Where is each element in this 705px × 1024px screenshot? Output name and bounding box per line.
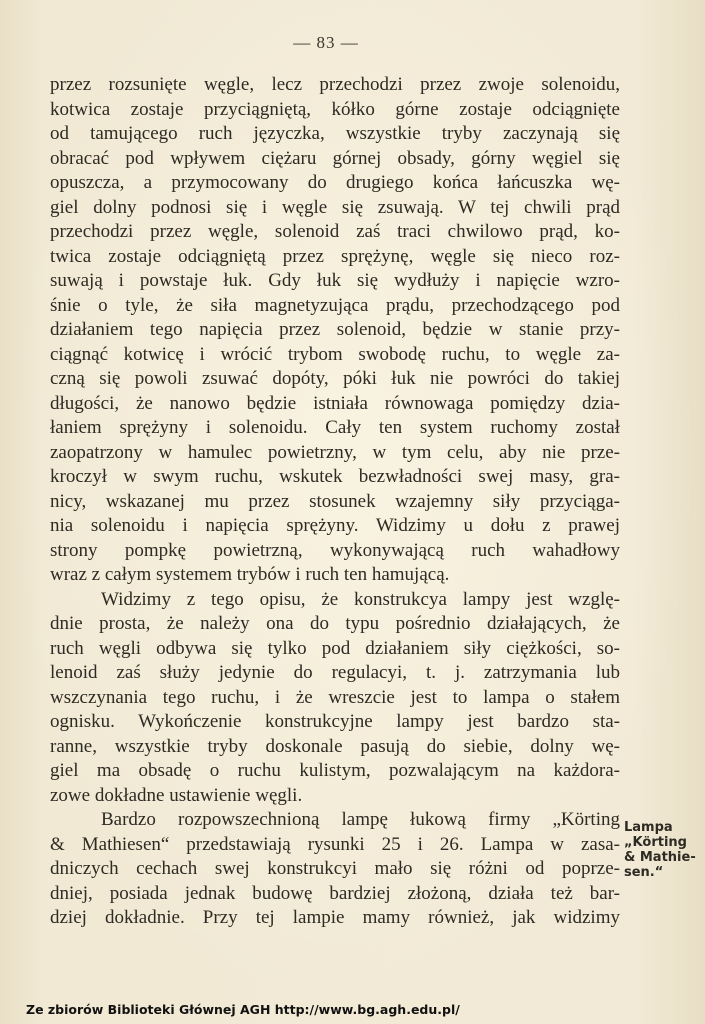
text-line: ognisku. Wykończenie konstrukcyjne lampy jest bardzo sta-: [50, 711, 620, 732]
text-line: łaniem sprężyny i solenoidu. Cały ten system ruchomy został: [50, 417, 620, 438]
library-footer: Ze zbiorów Biblioteki Głównej AGH http://www.bg.agh.edu.pl/: [26, 1002, 460, 1017]
marginal-note: [624, 820, 696, 880]
text-line: strony pompkę powietrzną, wykonywającą ruch wahadłowy: [50, 539, 620, 561]
text-line: ruch węgli odbywa się tylko pod działaniem siły ciężkości, so-: [50, 637, 620, 659]
text-line: kroczył w swym ruchu, wskutek bezwładności swej masy, gra-: [50, 466, 620, 487]
marginal-note-line: sen.“: [624, 865, 664, 880]
text-line: przechodzi przez węgle, solenoid zaś traci chwilowo prąd, ko-: [50, 221, 620, 242]
marginal-note-line: „Körting: [624, 835, 687, 850]
text-line: nicy, wskazanej mu przez stosunek wzajemny siły przyciąga-: [50, 490, 620, 512]
marginal-note-line: & Mathie-: [624, 850, 696, 865]
text-line: działaniem tego napięcia przez solenoid, będzie w stanie przy-: [50, 319, 620, 340]
text-line: czną się powoli zsuwać dopóty, póki łuk nie powróci do takiej: [50, 368, 620, 389]
text-line: długości, że nanowo będzie istniała równowaga pomiędzy dzia-: [50, 392, 620, 414]
text-line: dziej dokładnie. Przy tej lampie mamy również, jak widzimy: [50, 907, 620, 928]
text-line: giel ma obsadę o ruchu kulistym, pozwalającym na każdora-: [50, 760, 620, 781]
text-line: lenoid zaś służy jedynie do regulacyi, t. j. zatrzymania lub: [50, 662, 620, 683]
text-line: obracać pod wpływem ciężaru górnej obsady, górny węgiel się: [50, 147, 620, 169]
text-line: Widzimy z tego opisu, że konstrukcya lampy jest wzglę-: [101, 588, 620, 610]
text-line: Bardzo rozpowszechnioną lampę łukową firmy „Körting: [101, 809, 620, 830]
text-line: wszczynania tego ruchu, i że wreszcie jest to lampa o stałem: [50, 686, 620, 708]
text-line: giel dolny podnosi się i węgle się zsuwają. W tej chwili prąd: [50, 196, 620, 218]
text-line: & Mathiesen“ przedstawiają rysunki 25 i 26. Lampa w zasa-: [50, 833, 620, 855]
page-number: — 83 —: [293, 33, 359, 52]
text-line: nia solenoidu i napięcia sprężyny. Widzimy u dołu z prawej: [50, 515, 620, 536]
text-line: ciągnąć kotwicę i wrócić trybom swobodę ruchu, to węgle za-: [50, 343, 620, 365]
text-line: zaopatrzony w hamulec powietrzny, w tym celu, aby nie prze-: [50, 441, 620, 463]
text-line: dniczych cechach swej konstrukcyi mało się różni od poprze-: [50, 858, 620, 879]
text-line: wraz z całym systemem trybów i ruch ten hamującą.: [50, 564, 450, 585]
text-line: dnie prosta, że należy ona do typu pośrednio działających, że: [50, 613, 620, 634]
text-line: kotwica zostaje przyciągniętą, kółko górne zostaje odciągnięte: [50, 98, 620, 120]
text-line: od tamującego ruch języczka, wszystkie tryby zaczynają się: [50, 123, 620, 144]
marginal-note-line: Lampa: [624, 820, 673, 835]
body-text: [50, 73, 620, 931]
text-line: przez rozsunięte węgle, lecz przechodzi przez zwoje solenoidu,: [50, 74, 620, 95]
text-line: twica zostaje odciągniętą przez sprężynę, węgle się nieco roz-: [50, 245, 620, 267]
text-line: śnie o tyle, że siła magnetyzująca prądu, przechodzącego pod: [50, 294, 620, 316]
text-line: dniej, posiada jednak budowę bardziej złożoną, działa też bar-: [50, 882, 620, 904]
text-line: suwają i powstaje łuk. Gdy łuk się wydłuży i napięcie wzro-: [50, 270, 620, 291]
text-line: ranne, wszystkie tryby doskonale pasują do siebie, dolny wę-: [50, 735, 620, 757]
text-line: zowe dokładne ustawienie węgli.: [50, 784, 303, 806]
text-line: opuszcza, a przymocowany do drugiego końca łańcuszka wę-: [50, 172, 620, 193]
